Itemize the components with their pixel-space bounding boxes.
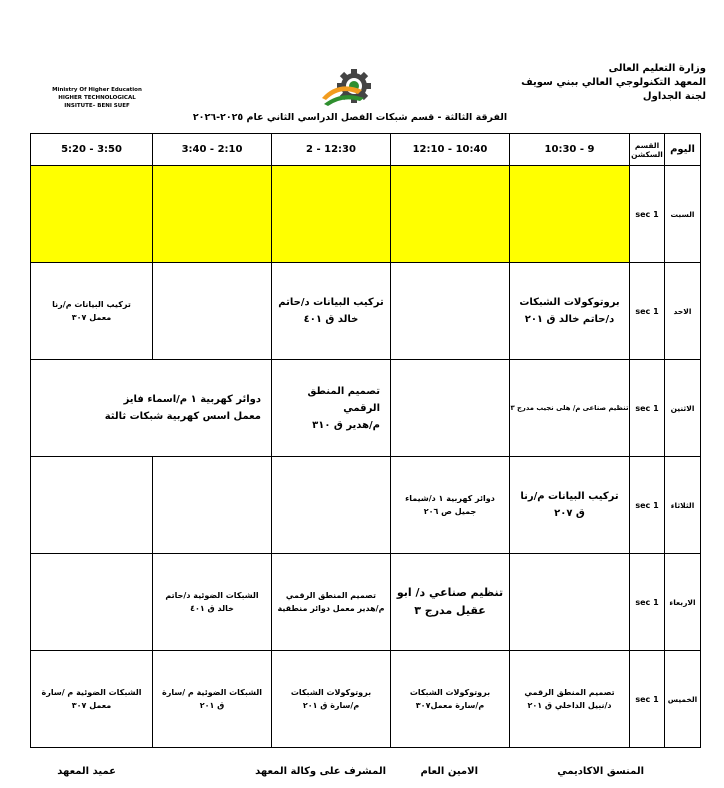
institute-gear-logo-icon (318, 68, 378, 110)
schedule-table (30, 133, 701, 748)
committee-name-ar: لجنة الجداول (642, 91, 706, 102)
day-header: اليوم (665, 134, 701, 166)
day-cell: الثلاثاء (665, 457, 701, 554)
schedule-cell: تركيب البيانات م/رنا معمل ٣٠٧ (31, 263, 153, 360)
schedule-cell (391, 360, 510, 457)
institute-name-ar: المعهد التكنولوجي العالي ببني سويف (521, 77, 706, 88)
schedule-cell: تصميم المنطق الرقمي د/نبيل الداخلي ق ٢٠١ (510, 651, 630, 748)
section-cell: sec 1 (630, 263, 665, 360)
schedule-cell: تركيب البيانات د/حاتم خالد ق ٤٠١ (272, 263, 391, 360)
schedule-cell: الشبكات الضوئية د/حاتم خالد ق ٤٠١ (153, 554, 272, 651)
section-cell: sec 1 (630, 360, 665, 457)
day-cell: الاثنين (665, 360, 701, 457)
schedule-cell (153, 263, 272, 360)
schedule-cell (31, 457, 153, 554)
schedule-cell: تركيب البيانات م/رنا ق ٢٠٧ (510, 457, 630, 554)
schedule-cell (510, 166, 630, 263)
schedule-cell: تنظيم صناعي د/ ابو عقيل مدرج ٣ (391, 554, 510, 651)
schedule-cell (272, 457, 391, 554)
table-row (31, 651, 701, 748)
day-cell: الاحد (665, 263, 701, 360)
institute-header-arabic (506, 62, 706, 104)
schedule-cell: الشبكات الضوئية م /سارة ق ٢٠١ (153, 651, 272, 748)
section-cell: sec 1 (630, 554, 665, 651)
schedule-cell (391, 263, 510, 360)
schedule-cell (31, 554, 153, 651)
time-slot-5-header: 3:50 - 5:20 (31, 134, 153, 166)
schedule-cell: دوائر كهربية ١ د/شيماء جميل ص ٢٠٦ (391, 457, 510, 554)
section-cell: sec 1 (630, 651, 665, 748)
time-slot-3-header: 12:30 - 2 (272, 134, 391, 166)
schedule-cell (391, 166, 510, 263)
schedule-cell (510, 554, 630, 651)
day-cell: الخميس (665, 651, 701, 748)
table-row (31, 360, 701, 457)
schedule-cell (272, 166, 391, 263)
schedule-cell: الشبكات الضوئية م /سارة معمل ٣٠٧ (31, 651, 153, 748)
institute-line1-en: HIGHER TECHNOLOGICAL (58, 95, 136, 101)
section-cell: sec 1 (630, 166, 665, 263)
time-slot-1-header: 9 - 10:30 (510, 134, 630, 166)
time-slot-2-header: 10:40 - 12:10 (391, 134, 510, 166)
section-header: القسم السكشن (630, 134, 665, 166)
schedule-cell: بروتوكولات الشبكات م/سارة ق ٢٠١ (272, 651, 391, 748)
signature-academic-coordinator: المنسق الاكاديمي (557, 766, 644, 777)
schedule-title: الفرقة الثالثة - قسم شبكات الفصل الدراسي الثاني عام ٢٠٢٥-٢٠٢٦ (192, 112, 508, 123)
table-row (31, 554, 701, 651)
institute-line2-en: INSITUTE– BENI SUEF (64, 103, 130, 109)
table-row (31, 457, 701, 554)
schedule-cell: تصميم المنطق الرقمي م/هدير معمل دوائر منطقية (272, 554, 391, 651)
table-header-row (31, 134, 701, 166)
schedule-cell (153, 166, 272, 263)
ministry-name-en: Ministry Of Higher Education (52, 87, 142, 93)
signature-vice-dean-supervisor: المشرف على وكالة المعهد (255, 766, 386, 777)
schedule-cell (31, 166, 153, 263)
day-cell: السبت (665, 166, 701, 263)
schedule-cell: تنظيم صناعى م/ هلى نجيب مدرج ٣ (510, 360, 630, 457)
institute-header-english (32, 86, 162, 110)
section-cell: sec 1 (630, 457, 665, 554)
schedule-cell: تصميم المنطق الرقمي م/هدير ق ٣١٠ (272, 360, 391, 457)
ministry-name-ar: وزارة التعليم العالى (608, 63, 706, 74)
schedule-cell: دوائر كهربية ١ م/اسماء فايز معمل اسس كهربية شبكات ثالثة (31, 360, 272, 457)
signature-general-secretary: الامين العام (420, 766, 478, 777)
schedule-cell: بروتوكولات الشبكات م/سارة معمل٣٠٧ (391, 651, 510, 748)
signature-institute-dean: عميد المعهد (57, 766, 116, 777)
table-row (31, 263, 701, 360)
schedule-cell: بروتوكولات الشبكات د/حاتم خالد ق ٢٠١ (510, 263, 630, 360)
day-cell: الاربعاء (665, 554, 701, 651)
time-slot-4-header: 2:10 - 3:40 (153, 134, 272, 166)
schedule-cell (153, 457, 272, 554)
table-row (31, 166, 701, 263)
